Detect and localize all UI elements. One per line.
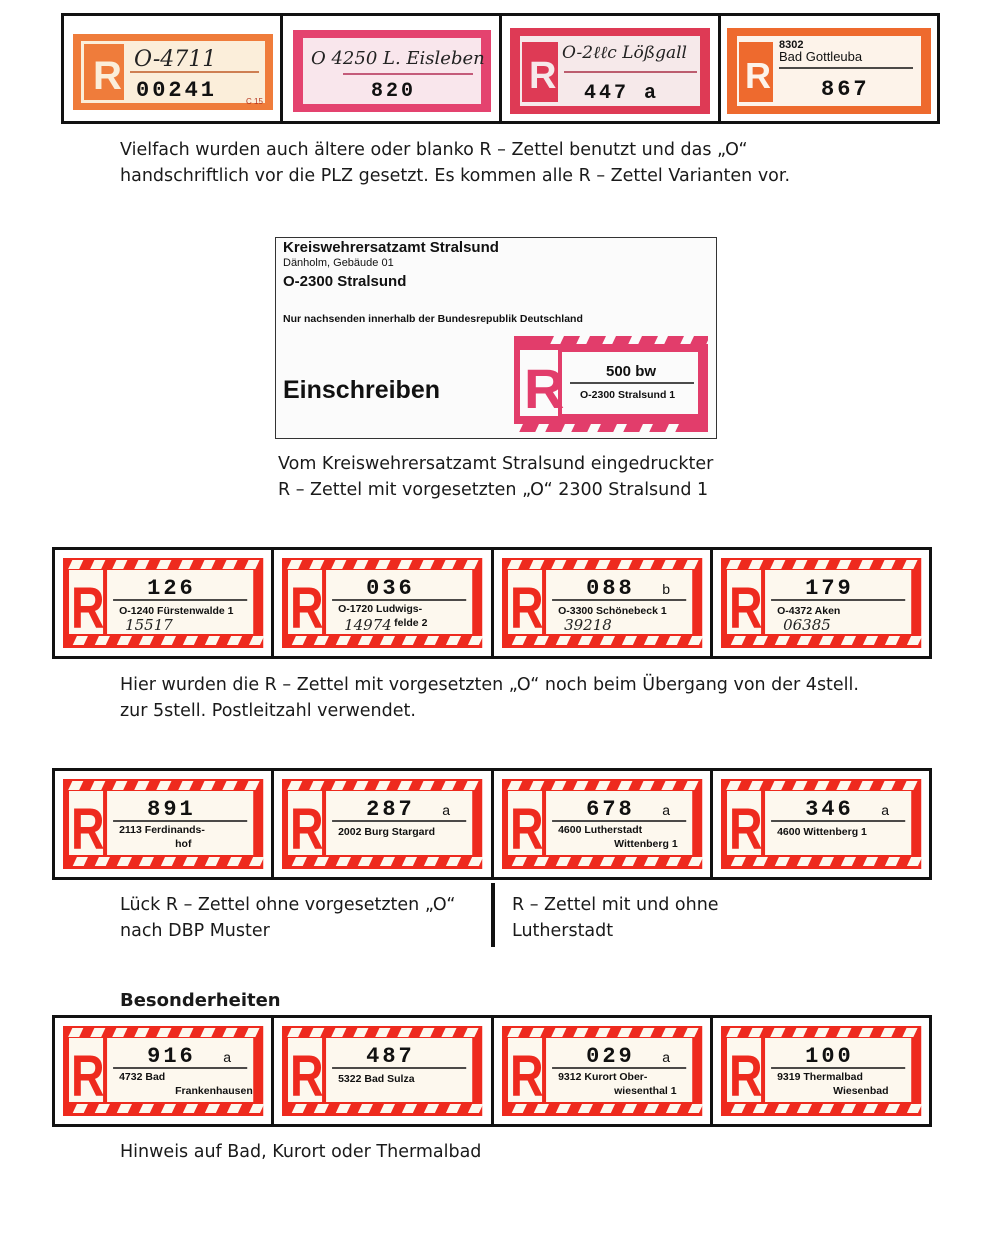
caption-envelope-line1: Vom Kreiswehrersatzamt Stralsund eingedruckter xyxy=(278,454,714,474)
caption-envelope xyxy=(278,451,713,503)
svg-text:R: R xyxy=(509,1044,544,1110)
label-number: 179 xyxy=(804,576,854,601)
label-place-line1: 9312 Kurort Ober- xyxy=(557,1071,647,1083)
caption-row2-line1: Hier wurden die R – Zettel mit vorgesetzten „O“ noch beim Übergang von der 4stell. xyxy=(120,675,859,695)
caption-envelope-line2: R – Zettel mit vorgesetzten „O“ 2300 Stralsund 1 xyxy=(278,480,709,500)
lueck-label-3 xyxy=(494,771,713,877)
old-label-1-small: C 15 xyxy=(246,97,263,106)
label-place-line1: 2002 Burg Stargard xyxy=(338,826,436,838)
label-number: 487 xyxy=(366,1044,416,1069)
label-number: 916 xyxy=(147,1044,196,1069)
old-label-4-number: 867 xyxy=(821,77,870,102)
label-handwritten-plz: 15517 xyxy=(125,616,173,634)
label-number: 891 xyxy=(147,797,196,822)
old-label-2-number: 820 xyxy=(371,80,417,103)
svg-text:R: R xyxy=(524,357,565,420)
caption-row2 xyxy=(120,672,859,724)
caption-row3-right xyxy=(512,892,719,944)
label-number: 346 xyxy=(804,797,854,822)
label-place-line2: Wittenberg 1 xyxy=(613,838,678,850)
old-label-1 xyxy=(64,16,283,121)
envelope-sender3: O-2300 Stralsund xyxy=(283,273,407,290)
svg-text:R: R xyxy=(71,576,105,642)
svg-text:R: R xyxy=(509,576,544,642)
svg-text:R: R xyxy=(71,1044,105,1110)
label-number: 036 xyxy=(366,576,416,601)
row3-lueck-labels xyxy=(52,768,932,880)
label-place-line1: O-3300 Schönebeck 1 xyxy=(557,605,667,617)
old-label-1-hand: O-4711 xyxy=(134,47,217,72)
svg-text:R: R xyxy=(728,1044,763,1110)
envelope-stralsund xyxy=(275,237,717,439)
label-place-line1: 4600 Lutherstadt xyxy=(557,824,642,836)
transition-label-3 xyxy=(494,550,713,656)
label-handwritten-plz: 06385 xyxy=(782,616,831,634)
row2-transition-labels xyxy=(52,547,932,659)
caption-divider xyxy=(491,883,495,947)
label-place-line2: felde 2 xyxy=(394,617,428,629)
caption-row3-left-line2: nach DBP Muster xyxy=(120,921,270,941)
envelope-r-label xyxy=(514,336,708,432)
label-suffix: a xyxy=(880,802,889,818)
label-place-line1: 4600 Wittenberg 1 xyxy=(776,826,867,838)
old-label-2-hand: O 4250 L. Eisleben xyxy=(311,48,485,69)
svg-text:R: R xyxy=(509,797,544,863)
transition-label-4 xyxy=(713,550,929,656)
lueck-label-1 xyxy=(55,771,274,877)
label-suffix: a xyxy=(223,1049,231,1065)
label-handwritten-plz: 39218 xyxy=(563,616,612,634)
caption-row3-left xyxy=(120,892,455,944)
svg-text:R: R xyxy=(728,797,763,863)
label-number: 287 xyxy=(366,797,416,822)
svg-text:R: R xyxy=(290,797,324,863)
caption-row1-line2: handschriftlich vor die PLZ gesetzt. Es kommen alle R – Zettel Varianten vor. xyxy=(120,166,791,186)
label-place-line1: 4732 Bad xyxy=(119,1071,166,1083)
old-label-4 xyxy=(721,16,937,121)
caption-row3-left-line1: Lück R – Zettel ohne vorgesetzten „O“ xyxy=(120,895,456,915)
label-place-line1: O-1240 Fürstenwalde 1 xyxy=(119,605,234,617)
envelope-einschreiben: Einschreiben xyxy=(283,376,440,404)
label-place-line1: 2113 Ferdinands- xyxy=(119,824,205,836)
label-number: 126 xyxy=(147,576,196,601)
special-label-4 xyxy=(713,1018,929,1124)
caption-row3-right-line2: Lutherstadt xyxy=(512,921,614,941)
caption-row1 xyxy=(120,137,790,189)
label-number: 029 xyxy=(585,1044,635,1069)
label-suffix: a xyxy=(442,802,451,818)
caption-row2-line2: zur 5stell. Postleitzahl verwendet. xyxy=(120,701,416,721)
label-suffix: a xyxy=(661,802,670,818)
caption-row3-right-line1: R – Zettel mit und ohne xyxy=(512,895,719,915)
envelope-reg-place: O-2300 Stralsund 1 xyxy=(580,389,676,401)
envelope-notice: Nur nachsenden innerhalb der Bundesrepublik Deutschland xyxy=(283,313,583,325)
lueck-label-2 xyxy=(274,771,493,877)
row4-special-labels xyxy=(52,1015,932,1127)
label-place-line1: O-4372 Aken xyxy=(776,605,841,617)
section-heading-besonderheiten: Besonderheiten xyxy=(120,990,281,1011)
caption-row1-line1: Vielfach wurden auch ältere oder blanko R – Zettel benutzt und das „O“ xyxy=(120,140,748,160)
label-place-line2: Frankenhausen xyxy=(175,1085,253,1097)
special-label-2 xyxy=(274,1018,493,1124)
old-label-3-number: 447 a xyxy=(584,82,660,105)
envelope-sender1: Kreiswehrersatzamt Stralsund xyxy=(283,239,499,256)
old-label-2 xyxy=(283,16,502,121)
svg-text:R: R xyxy=(71,797,105,863)
label-place-line1: 9319 Thermalbad xyxy=(776,1071,863,1083)
label-handwritten-plz: 14974 xyxy=(344,616,393,634)
label-place-line2: hof xyxy=(175,838,192,850)
svg-text:R: R xyxy=(728,576,763,642)
transition-label-2 xyxy=(274,550,493,656)
label-place-line1: O-1720 Ludwigs- xyxy=(338,603,423,615)
envelope-reg-number: 500 bw xyxy=(606,363,657,380)
label-place-line1: 5322 Bad Sulza xyxy=(338,1073,415,1085)
special-label-1 xyxy=(55,1018,274,1124)
envelope-sender2: Dänholm, Gebäude 01 xyxy=(283,257,394,269)
old-label-3 xyxy=(502,16,721,121)
special-label-3 xyxy=(494,1018,713,1124)
label-place-line2: Wiesenbad xyxy=(832,1085,889,1097)
svg-text:R: R xyxy=(745,55,771,96)
old-label-1-number: 00241 xyxy=(136,78,218,103)
svg-text:R: R xyxy=(529,55,557,97)
label-number: 678 xyxy=(585,797,635,822)
svg-text:R: R xyxy=(93,54,122,98)
old-label-4-plz: 8302 xyxy=(779,39,804,51)
transition-label-1 xyxy=(55,550,274,656)
label-place-line2: wiesenthal 1 xyxy=(613,1085,677,1097)
label-suffix: a xyxy=(661,1049,670,1065)
label-suffix: b xyxy=(661,581,670,597)
label-number: 100 xyxy=(804,1044,854,1069)
old-label-3-hand: O-2ℓℓc Lößgall xyxy=(562,43,687,63)
svg-text:R: R xyxy=(290,576,324,642)
lueck-label-4 xyxy=(713,771,929,877)
svg-text:R: R xyxy=(290,1044,324,1110)
old-label-4-place: Bad Gottleuba xyxy=(779,49,863,64)
label-number: 088 xyxy=(585,576,635,601)
caption-row4: Hinweis auf Bad, Kurort oder Thermalbad xyxy=(120,1142,482,1162)
row1-old-labels xyxy=(61,13,940,124)
